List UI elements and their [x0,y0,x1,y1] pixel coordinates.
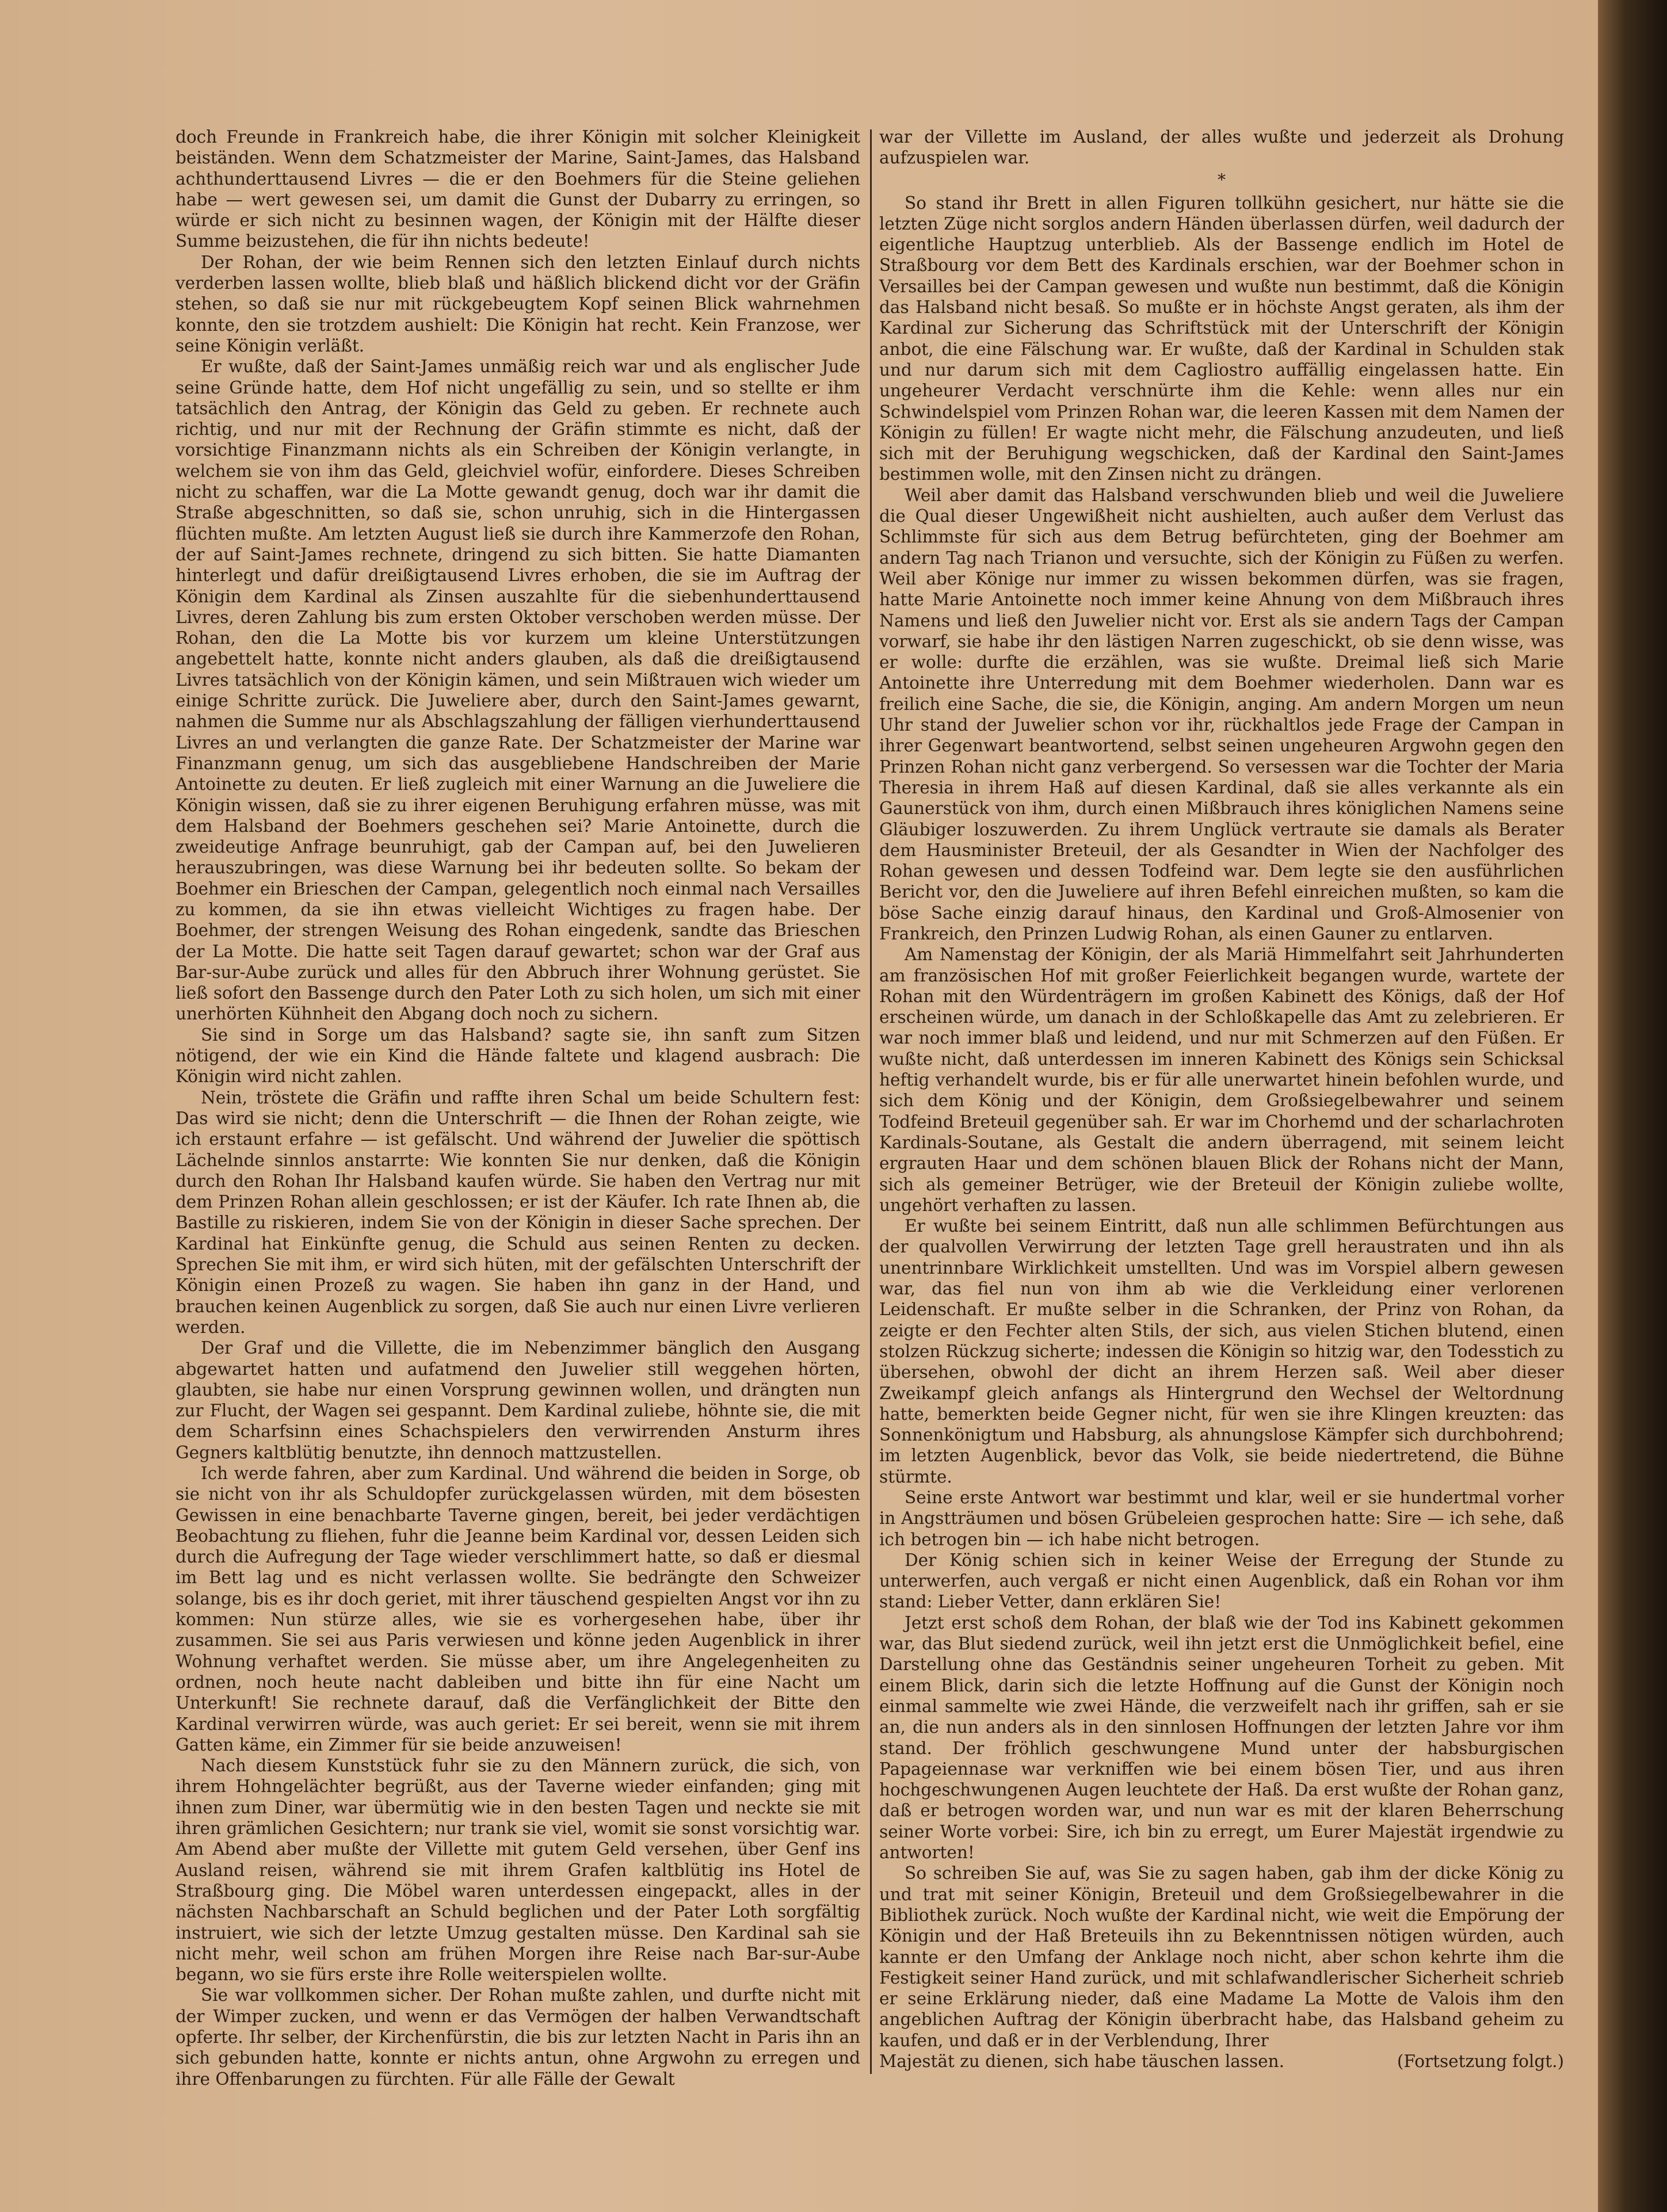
paragraph: Der Graf und die Villette, die im Nebenzimmer bänglich den Ausgang abgewartet hatten und aufatmend den Juwelier still weggehen hörten, glaubten, sie habe nur einen Vorsprung gewinnen wollen, und drängten nun zur Flucht, der Wagen sei gespannt. Dem Kardinal zuliebe, höhnte sie, die mit dem Scharfsinn eines Schachspielers den verwirrenden Ansturm ihres Gegners kaltblütig benutzte, ihn dennoch mattzustellen. [176,1338,860,1462]
book-spine [1598,0,1667,2212]
right-text-column [879,127,1564,2077]
section-separator: * [1218,170,1226,189]
paragraph: Er wußte, daß der Saint-James unmäßig reich war und als englischer Jude seine Gründe hatte, dem Hof nicht ungefällig zu sein, und so stellte er ihm tatsächlich den Antrag, der Königin das Geld zu geben. Er rechnete auch richtig, und nur mit der Rechnung der Gräfin stimmte es nicht, daß der vorsichtige Finanzmann nichts als ein Schreiben der Königin verlangte, in welchem sie von ihm das Geld, gleichviel wofür, einfordere. Dieses Schreiben nicht zu schaffen, war die La Motte gewandt genug, doch war ihr damit die Straße abgeschnitten, so daß sie, schon unruhig, sich in die Hintergassen flüchten mußte. Am letzten August ließ sie durch ihre Kammerzofe den Rohan, der auf Saint-James rechnete, dringend zu sich bitten. Sie hatte Diamanten hinterlegt und dafür dreißigtausend Livres erhoben, die sie im Auftrag der Königin dem Kardinal als Zinsen auszahlte für die siebenhunderttausend Livres, deren Zahlung bis zum ersten Oktober verschoben werden müsse. Der Rohan, den die La Motte bis vor kurzem um kleine Unterstützungen angebettelt hatte, konnte nicht anders glauben, als daß die dreißigtausend Livres tatsächlich von der Königin kämen, und sein Mißtrauen wich wieder um einige Schritte zurück. Die Juweliere aber, durch den Saint-James gewarnt, nahmen die Summe nur als Abschlagszahlung der fälligen vierhunderttausend Livres an und verlangten die ganze Rate. Der Schatzmeister der Marine war Finanzmann genug, um sich das ausgebliebene Handschreiben der Marie Antoinette zu deuten. Er ließ zugleich mit einer Warnung an die Juweliere die Königin wissen, daß sie zu ihrer eigenen Beruhigung erfahren müsse, was mit dem Halsband der Boehmers geschehen sei? Marie Antoinette, durch die zweideutige Anfrage beunruhigt, gab der Campan auf, bei den Juwelieren herauszubringen, was diese Warnung bei ihr bedeuten sollte. So bekam der Boehmer ein Brieschen der Campan, gelegentlich noch einmal nach Versailles zu kommen, da sie ihn etwas vielleicht Wichtiges zu fragen habe. Der Boehmer, der strengen Weisung des Rohan eingedenk, sandte das Brieschen der La Motte. Die hatte seit Tagen darauf gewartet; schon war der Graf aus Bar-sur-Aube zurück und alles für den Abbruch ihrer Wohnung gerüstet. Sie ließ sofort den Bassenge durch den Pater Loth zu sich holen, um sich mit einer unerhörten Kühnheit den Abgang doch noch zu sichern. [176,357,860,1024]
paragraph: Nach diesem Kunststück fuhr sie zu den Männern zurück, die sich, von ihrem Hohngelächter begrüßt, aus der Taverne wieder einfanden; ging mit ihnen zum Diner, war übermütig wie in den besten Tagen und neckte sie mit ihren grämlichen Gesichtern; nur trank sie viel, womit sie sonst vorsichtig war. Am Abend aber mußte der Villette mit gutem Geld versehen, über Genf ins Ausland reisen, während sie mit ihrem Grafen kaltblütig ins Hotel de Straßbourg ging. Die Möbel waren unterdessen eingepackt, alles in der nächsten Nachbarschaft an Schuld beglichen und der Pater Loth sorgfältig instruiert, wie sich der letzte Umzug gestalten müsse. Den Kardinal sah sie nicht mehr, weil schon am frühen Morgen ihre Reise nach Bar-sur-Aube begann, wo sie fürs erste ihre Rolle weiterspielen wollte. [176,1756,860,1985]
continuation-note: (Fortsetzung folgt.) [1397,2051,1564,2072]
paragraph: Der König schien sich in keiner Weise der Erregung der Stunde zu unterwerfen, auch vergaß er nicht einen Augenblick, daß ein Rohan vor ihm stand: Lieber Vetter, dann erklären Sie! [879,1550,1564,1612]
paragraph: So schreiben Sie auf, was Sie zu sagen haben, gab ihm der dicke König zu und trat mit seiner Königin, Breteuil und dem Großsiegelbewahrer in die Bibliothek zurück. Noch wußte der Kardinal nicht, wie weit die Empörung der Königin und der Haß Breteuils ihn zu Bekenntnissen nötigen würden, auch kannte er den Umfang der Anklage noch nicht, aber schon kehrte ihm die Festigkeit seiner Hand zurück, und mit schlafwandlerischer Sicherheit schrieb er seine Erklärung nieder, daß eine Madame La Motte de Valois ihm den angeblichen Auftrag der Königin überbracht habe, das Halsband geheim zu kaufen, und daß er in der Verblendung, Ihrer [879,1863,1564,2050]
paragraph: Sie war vollkommen sicher. Der Rohan mußte zahlen, und durfte nicht mit der Wimper zucken, und wenn er das Vermögen der halben Verwandtschaft opferte. Ihr selber, der Kirchenfürstin, die bis zur letzten Nacht in Paris ihn an sich gebunden hatte, konnte er nichts antun, ohne Argwohn zu erregen und ihre Offenbarungen zu fürchten. Für alle Fälle der Gewalt [176,1985,860,2089]
paragraph: doch Freunde in Frankreich habe, die ihrer Königin mit solcher Kleinigkeit beiständen. Wenn dem Schatzmeister der Marine, Saint-James, das Halsband achthunderttausend Livres — die er den Boehmers für die Steine geliehen habe — wert gewesen sei, um damit die Gunst der Dubarry zu erringen, so würde er sich nicht zu besinnen wagen, der Königin mit der Hälfte dieser Summe beizustehen, die für ihn nichts bedeute! [176,127,860,251]
final-line-text: Majestät zu dienen, sich habe täuschen lassen. [879,2051,1284,2072]
paragraph: Der Rohan, der wie beim Rennen sich den letzten Einlauf durch nichts verderben lassen wollte, blieb blaß und häßlich blickend dicht vor der Gräfin stehen, so daß sie nur mit rückgebeugtem Kopf seinen Blick wahrnehmen konnte, den sie trotzdem aushielt: Die Königin hat recht. Kein Franzose, wer seine Königin verläßt. [176,252,860,356]
paragraph: Am Namenstag der Königin, der als Mariä Himmelfahrt seit Jahrhunderten am französischen Hof mit großer Feierlichkeit begangen wurde, wartete der Rohan mit den Würdenträgern im großen Kabinett des Königs, daß der Hof erscheinen würde, um danach in der Schloßkapelle das Amt zu zelebrieren. Er war noch immer blaß und leidend, und nur mit Schmerzen auf den Füßen. Er wußte nicht, daß unterdessen im inneren Kabinett des Königs sein Schicksal heftig verhandelt wurde, bis er für alle unerwartet hinein befohlen wurde, und sich dem König und der Königin, dem Großsiegelbewahrer und seinem Todfeind Breteuil gegenüber sah. Er war im Chorhemd und der scharlachroten Kardinals-Soutane, als Gestalt die andern überragend, mit seinem leicht ergrauten Haar und dem schönen blauen Blick der Rohans nicht der Mann, sich als gemeiner Betrüger, wie der Breteuil der Königin zuliebe wollte, ungehört verhaften zu lassen. [879,945,1564,1215]
final-line [879,2051,1564,2072]
paragraph: So stand ihr Brett in allen Figuren tollkühn gesichert, nur hätte sie die letzten Züge nicht sorglos andern Händen überlassen dürfen, weil dadurch der eigentliche Hauptzug unterblieb. Als der Bassenge endlich im Hotel de Straßbourg vor dem Bett des Kardinals erschien, war der Boehmer schon in Versailles bei der Campan gewesen und wußte nun bestimmt, daß die Königin das Halsband nicht besaß. So mußte er in höchste Angst geraten, als ihm der Kardinal zur Sicherung das Schriftstück mit der Unterschrift der Königin anbot, die eine Fälschung war. Er wußte, daß der Kardinal in Schulden stak und nur darum sich mit dem Cagliostro auffällig eingelassen hatte. Ein ungeheurer Verdacht verschnürte ihm die Kehle: wenn alles nur ein Schwindelspiel vom Prinzen Rohan war, die leeren Kassen mit dem Namen der Königin zu füllen! Er wagte nicht mehr, die Fälschung anzudeuten, und ließ sich mit der Beruhigung wegschicken, daß der Kardinal den Saint-James bestimmen wolle, mit den Zinsen nicht zu drängen. [879,193,1564,484]
paragraph: Seine erste Antwort war bestimmt und klar, weil er sie hundertmal vorher in Angstträumen und bösen Grübeleien gesprochen hatte: Sire — ich sehe, daß ich betrogen bin — ich habe nicht betrogen. [879,1488,1564,1549]
paragraph: Weil aber damit das Halsband verschwunden blieb und weil die Juweliere die Qual dieser Ungewißheit nicht aushielten, auch außer dem Verlust das Schlimmste für sich aus dem Betrug befürchteten, ging der Boehmer am andern Tag nach Trianon und versuchte, sich der Königin zu Füßen zu werfen. Weil aber Könige nur immer zu wissen bekommen dürfen, was sie fragen, hatte Marie Antoinette noch immer keine Ahnung von dem Mißbrauch ihres Namens und ließ den Juwelier nicht vor. Erst als sie andern Tags der Campan vorwarf, sie habe ihr den lästigen Narren zugeschickt, ob sie denn wisse, was er wolle: durfte die erzählen, was sie wußte. Dreimal ließ sich Marie Antoinette ihre Unterredung mit dem Boehmer wiederholen. Dann war es freilich eine Sache, die sie, die Königin, anging. Am andern Morgen um neun Uhr stand der Juwelier schon vor ihr, rückhaltlos jede Frage der Campan in ihrer Gegenwart beantwortend, selbst seinen ungeheuren Argwohn gegen den Prinzen Rohan nicht ganz verbergend. So versessen war die Tochter der Maria Theresia in ihrem Haß auf diesen Kardinal, daß sie alles verkannte als ein Gaunerstück von ihm, durch einen Mißbrauch ihres königlichen Namens seine Gläubiger loszuwerden. Zu ihrem Unglück vertraute sie damals als Berater dem Hausminister Breteuil, der als Gesandter in Wien der Nachfolger des Rohan gewesen und dessen Todfeind war. Dem legte sie den ausführlichen Bericht vor, den die Juweliere auf ihren Befehl einreichen mußten, so kam die böse Sache einzig darauf hinaus, den Kardinal und Groß-Almosenier von Frankreich, den Prinzen Ludwig Rohan, als einen Gauner zu entlarven. [879,485,1564,943]
column-divider [870,129,872,2074]
paragraph: Er wußte bei seinem Eintritt, daß nun alle schlimmen Befürchtungen aus der qualvollen Verwirrung der letzten Tage grell heraustraten und ihn als unentrinnbare Wirklichkeit umstellten. Und was im Vorspiel albern gewesen war, das fiel nun von ihm ab wie die Verkleidung einer verlorenen Leidenschaft. Er mußte selber in die Schranken, der Prinz von Rohan, da zeigte er den Fechter alten Stils, der sich, aus vielen Stichen blutend, einen stolzen Rückzug sicherte; indessen die Königin so hitzig war, den Todesstich zu übersehen, obwohl der dicht an ihrem Herzen saß. Weil aber dieser Zweikampf gleich anfangs als Hintergrund den Wechsel der Weltordnung hatte, bemerkten beide Gegner nicht, für wen sie ihre Klingen kreuzten: das Sonnenkönigtum und Habsburg, als ahnungslose Kämpfer sich durchbohrend; im letzten Augenblick, bevor das Volk, sie beide niedertretend, die Bühne stürmte. [879,1216,1564,1487]
paragraph: Jetzt erst schoß dem Rohan, der blaß wie der Tod ins Kabinett gekommen war, das Blut siedend zurück, weil ihn jetzt erst die Unmöglichkeit befiel, eine Darstellung ohne das Geständnis seiner ungeheuren Torheit zu geben. Mit einem Blick, darin sich die letzte Hoffnung auf die Gunst der Königin noch einmal sammelte wie zwei Hände, die verzweifelt nach ihr griffen, sah er sie an, die nun anders als in den sinnlosen Hoffnungen der letzten Jahre vor ihm stand. Der fröhlich geschwungene Mund unter der habsburgischen Papageiennase war verkniffen wie bei einem bösen Tier, und aus ihren hochgeschwungenen Augen leuchtete der Haß. Da erst wußte der Rohan ganz, daß er betrogen worden war, und nun war es mit der klaren Beherrschung seiner Worte vorbei: Sire, ich bin zu erregt, um Eurer Majestät irgendwie zu antworten! [879,1613,1564,1863]
paragraph: Sie sind in Sorge um das Halsband? sagte sie, ihn sanft zum Sitzen nötigend, der wie ein Kind die Hände faltete und klagend ausbrach: Die Königin wird nicht zahlen. [176,1025,860,1087]
paragraph: Nein, tröstete die Gräfin und raffte ihren Schal um beide Schultern fest: Das wird sie nicht; denn die Unterschrift — die Ihnen der Rohan zeigte, wie ich erstaunt erfahre — ist gefälscht. Und während der Juwelier die spöttisch Lächelnde sinnlos anstarrte: Wie konnten Sie nur denken, daß die Königin durch den Rohan Ihr Halsband kaufen würde. Sie haben den Vertrag nur mit dem Prinzen Rohan allein geschlossen; er ist der Käufer. Ich rate Ihnen ab, die Bastille zu riskieren, indem Sie von der Königin in dieser Sache sprechen. Der Kardinal hat Einkünfte genug, die Schuld aus seinen Renten zu decken. Sprechen Sie mit ihm, er wird sich hüten, mit der gefälschten Unterschrift der Königin einen Prozeß zu wagen. Sie haben ihn ganz in der Hand, und brauchen keinen Augenblick zu sorgen, daß Sie auch nur einen Livre verlieren werden. [176,1087,860,1337]
paragraph: war der Villette im Ausland, der alles wußte und jederzeit als Drohung aufzuspielen war. [879,127,1564,168]
left-text-column [176,127,860,2089]
paragraph: Ich werde fahren, aber zum Kardinal. Und während die beiden in Sorge, ob sie nicht von ihr als Schuldopfer zurückgelassen würden, mit dem bösesten Gewissen in eine benachbarte Taverne gingen, bereit, bei jeder verdächtigen Beobachtung zu fliehen, fuhr die Jeanne beim Kardinal vor, dessen Leiden sich durch die Aufregung der Tage wieder verschlimmert hatte, so daß er diesmal im Bett lag und es nicht verlassen wollte. Sie bedrängte den Schweizer solange, bis es ihr doch geriet, mit ihrer täuschend gespielten Angst vor ihn zu kommen: Nun stürze alles, wie sie es vorhergesehen habe, über ihr zusammen. Sie sei aus Paris verwiesen und könne jeden Augenblick in ihrer Wohnung verhaftet werden. Sie müsse aber, um ihre Angelegenheiten zu ordnen, noch heute nacht dableiben und bitte ihn für eine Nacht um Unterkunft! Sie rechnete darauf, daß die Verfänglichkeit der Bitte den Kardinal verwirren würde, was auch geriet: Er sei bereit, wenn sie mit ihrem Gatten käme, ein Zimmer für sie beide anzuweisen! [176,1464,860,1755]
